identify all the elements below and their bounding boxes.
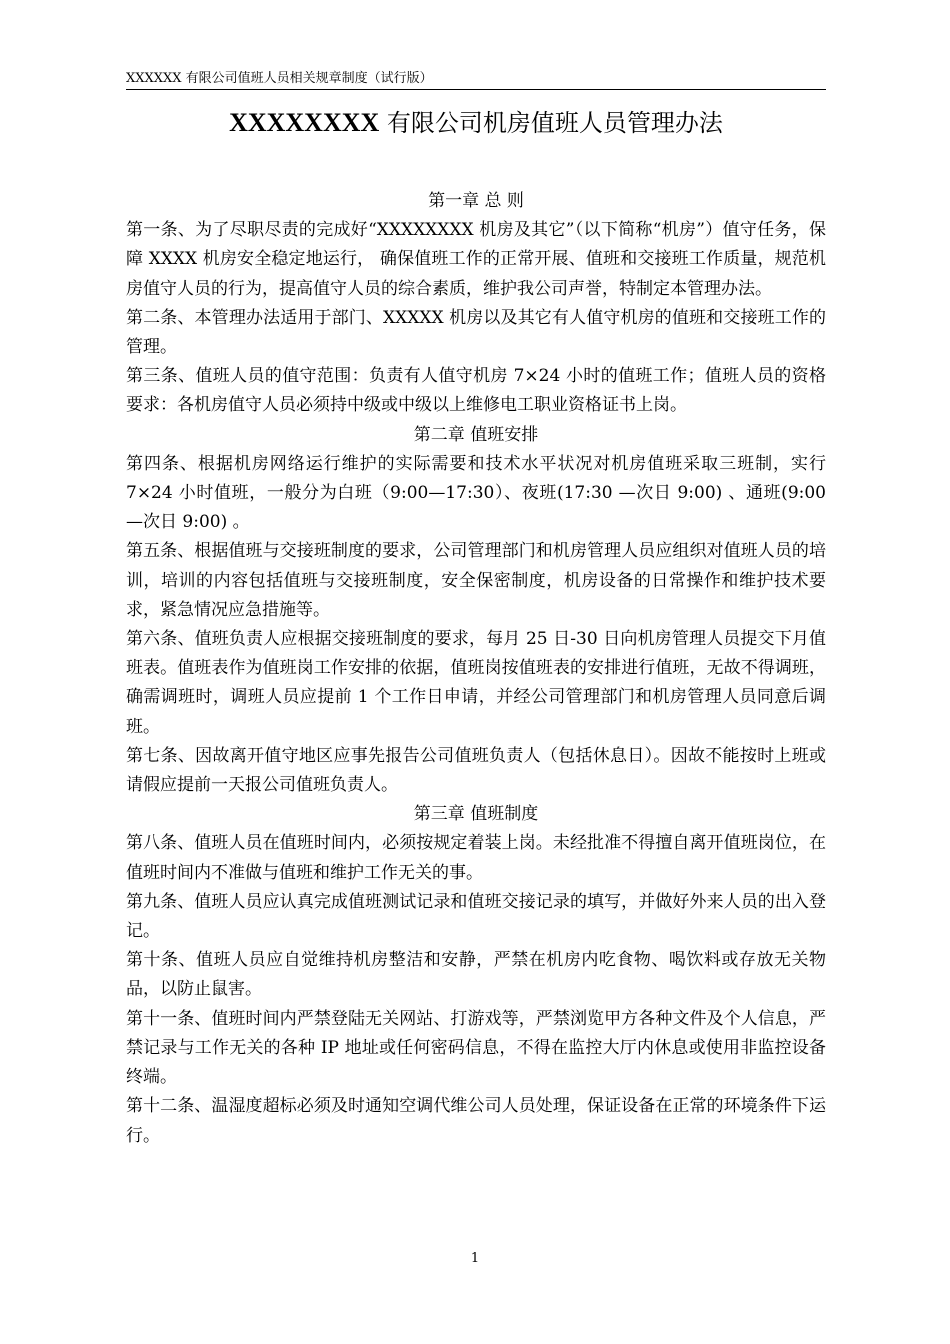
article-paragraph: 第五条、根据值班与交接班制度的要求，公司管理部门和机房管理人员应组织对值班人员的培训，培训的内容包括值班与交接班制度，安全保密制度，机房设备的日常操作和维护技术要求，紧急情况应急措施等。 [126,541,826,620]
running-header: XXXXXX 有限公司值班人员相关规章制度（试行版） [126,71,433,86]
document-body [126,187,826,1151]
article-paragraph: 第七条、因故离开值守地区应事先报告公司值班负责人（包括休息日）。因故不能按时上班或请假应提前一天报公司值班负责人。 [126,745,826,796]
article-paragraph: 第十一条、值班时间内严禁登陆无关网站、打游戏等，严禁浏览甲方各种文件及个人信息，严禁记录与工作无关的各种 IP 地址或任何密码信息，不得在监控大厅内休息或使用非监控设备终端。 [126,1008,826,1088]
article-paragraph: 第十二条、温湿度超标必须及时通知空调代维公司人员处理，保证设备在正常的环境条件下运行。 [126,1096,826,1146]
page-number: 1 [470,1251,480,1266]
document-title-prefix: XXXXXXXX [229,108,380,137]
document-title-text: 有限公司机房值班人员管理办法 [386,109,723,137]
article-paragraph: 第四条、根据机房网络运行维护的实际需要和技术水平状况对机房值班采取三班制，实行 7×24 小时值班，一般分为白班（9:00—17:30）、夜班(17:30 —次日 9:00) 、通班(9:00 —次日 9:00) 。 [126,453,826,533]
article-paragraph: 第九条、值班人员应认真完成值班测试记录和值班交接记录的填写，并做好外来人员的出入登记。 [126,891,826,942]
chapter-heading: 第一章 总 则 [428,191,524,211]
header-divider [126,89,826,90]
document-title [126,106,826,140]
chapter-heading: 第二章 值班安排 [413,424,539,445]
article-paragraph: 第三条、值班人员的值守范围：负责有人值守机房 7×24 小时的值班工作；值班人员的资格要求：各机房值守人员必须持中级或中级以上维修电工职业资格证书上岗。 [126,366,826,416]
article-paragraph: 第一条、为了尽职尽责的完成好“XXXXXXXX 机房及其它”（以下简称“机房”）值守任务，保障 XXXX 机房安全稳定地运行， 确保值班工作的正常开展、值班和交接班工作质量，规范机房值守人员的行为，提高值守人员的综合素质，维护我公司声誉，特制定本管理办法。 [126,220,826,299]
article-paragraph: 第八条、值班人员在值班时间内，必须按规定着装上岗。未经批准不得擅自离开值班岗位，在值班时间内不准做与值班和维护工作无关的事。 [126,833,826,883]
article-paragraph: 第六条、值班负责人应根据交接班制度的要求，每月 25 日-30 日向机房管理人员提交下月值班表。值班表作为值班岗工作安排的依据，值班岗按值班表的安排进行值班，无故不得调班，确需调班时，调班人员应提前 1 个工作日申请，并经公司管理部门和机房管理人员同意后调班。 [126,629,826,737]
article-paragraph: 第十条、值班人员应自觉维持机房整洁和安静，严禁在机房内吃食物、喝饮料或存放无关物品，以防止鼠害。 [126,950,826,1000]
chapter-heading: 第三章 值班制度 [413,804,539,825]
article-paragraph: 第二条、本管理办法适用于部门、XXXXX 机房以及其它有人值守机房的值班和交接班工作的管理。 [126,307,826,358]
